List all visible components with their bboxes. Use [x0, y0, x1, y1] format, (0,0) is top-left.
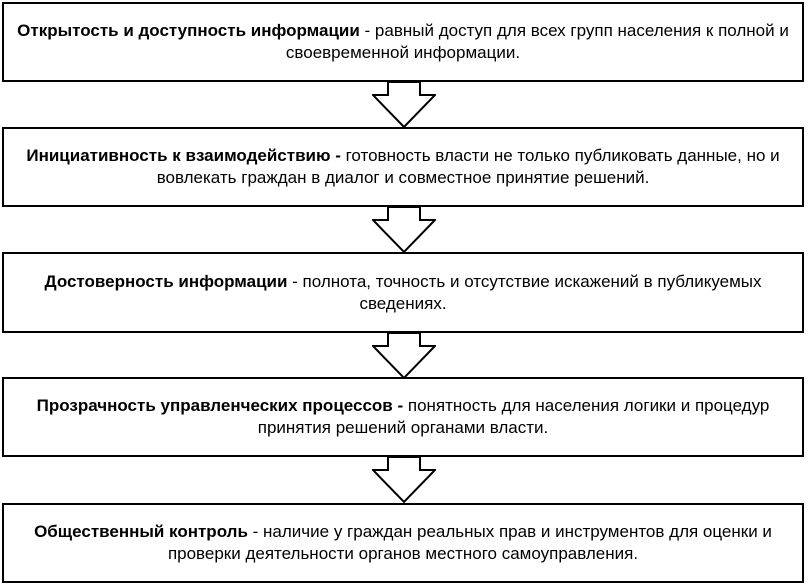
flow-box-transparency	[2, 377, 804, 457]
flow-box-text	[16, 20, 790, 64]
flow-box-term: Прозрачность управленческих процессов -	[36, 396, 404, 415]
down-arrow-icon	[372, 81, 436, 129]
flow-box-description: - равный доступ для всех групп населения к полной и своевременной информации.	[285, 21, 789, 62]
flow-box-initiative	[2, 127, 804, 207]
down-arrow-icon	[372, 456, 436, 504]
flow-box-term: Инициативность к взаимодействию -	[26, 146, 341, 165]
flow-box-term: Открытость и доступность информации	[17, 21, 360, 40]
flow-box-text	[16, 145, 790, 189]
flow-box-public-control	[2, 503, 804, 583]
flow-box-description: готовность власти не только публиковать данные, но и вовлекать граждан в диалог и совместное принятие решений.	[156, 146, 780, 187]
flow-box-text	[16, 395, 790, 439]
down-arrow-icon	[372, 332, 436, 380]
flow-box-openness	[2, 2, 804, 82]
flow-box-term: Достоверность информации	[44, 271, 288, 291]
flow-box-reliability	[2, 252, 804, 333]
flow-box-description: понятность для населения логики и процедур принятия решений органами власти.	[257, 396, 770, 437]
down-arrow-icon	[372, 206, 436, 254]
flow-box-description: - полнота, точность и отсутствие искажений в публикуемых сведениях.	[287, 271, 762, 313]
flow-box-text	[16, 521, 790, 565]
flow-box-term: Общественный контроль	[34, 522, 248, 541]
flow-box-text	[16, 271, 790, 315]
flow-box-description: - наличие у граждан реальных прав и инструментов для оценки и проверки деятельности органов местного самоуправления.	[167, 522, 772, 563]
